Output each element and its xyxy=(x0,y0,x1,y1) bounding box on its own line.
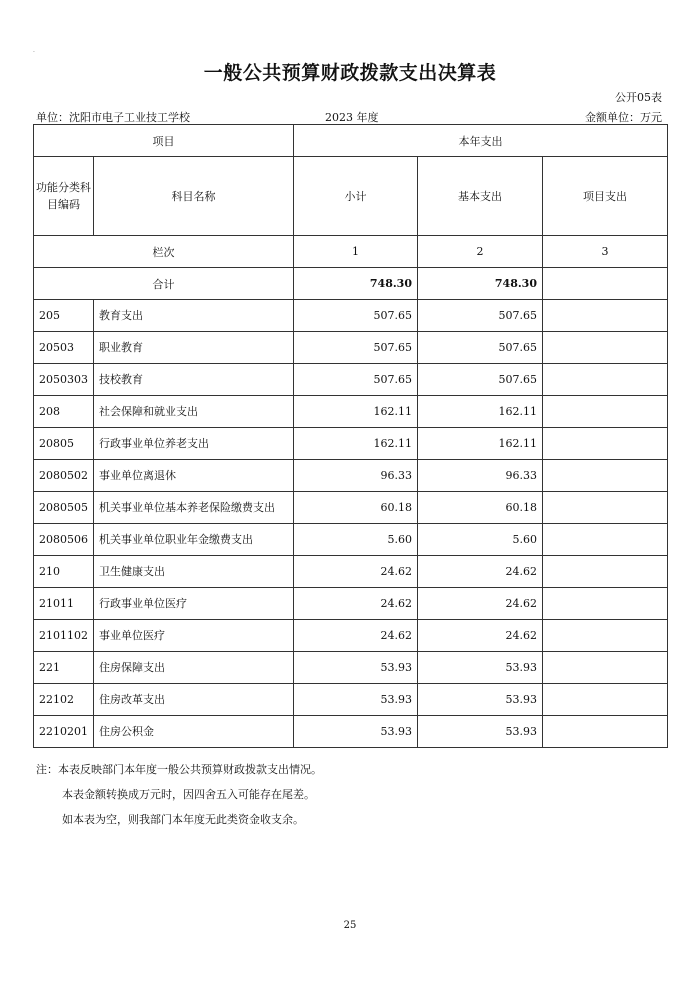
column-number-row xyxy=(34,236,668,268)
row-subtotal: 53.93 xyxy=(294,684,418,716)
row-subject-name: 职业教育 xyxy=(94,332,294,364)
row-basic: 24.62 xyxy=(418,620,543,652)
row-code: 205 xyxy=(34,300,94,332)
row-subject-name: 社会保障和就业支出 xyxy=(94,396,294,428)
row-project xyxy=(543,620,668,652)
table-row xyxy=(34,492,668,524)
row-subtotal: 5.60 xyxy=(294,524,418,556)
column-label: 栏次 xyxy=(34,236,294,268)
footnotes xyxy=(36,757,322,832)
row-basic: 24.62 xyxy=(418,556,543,588)
row-subject-name: 事业单位医疗 xyxy=(94,620,294,652)
footnote-3: 如本表为空，则我部门本年度无此类资金收支余。 xyxy=(62,813,304,826)
row-project xyxy=(543,492,668,524)
row-basic: 53.93 xyxy=(418,716,543,748)
row-code: 2080506 xyxy=(34,524,94,556)
row-subject-name: 事业单位离退休 xyxy=(94,460,294,492)
header-item: 项目 xyxy=(34,125,294,157)
row-basic: 162.11 xyxy=(418,428,543,460)
row-code: 21011 xyxy=(34,588,94,620)
header-row-2 xyxy=(34,157,668,236)
footnote-2: 本表金额转换成万元时，因四舍五入可能存在尾差。 xyxy=(62,788,315,801)
row-code: 2080505 xyxy=(34,492,94,524)
year-label: 2023 年度 xyxy=(325,111,379,124)
row-project xyxy=(543,588,668,620)
page-number: 25 xyxy=(343,920,357,931)
row-project xyxy=(543,332,668,364)
column-number-2: 2 xyxy=(418,236,543,268)
row-project xyxy=(543,428,668,460)
total-basic: 748.30 xyxy=(418,268,543,300)
row-code: 2080502 xyxy=(34,460,94,492)
row-code: 22102 xyxy=(34,684,94,716)
table-row xyxy=(34,332,668,364)
table-row xyxy=(34,652,668,684)
row-project xyxy=(543,684,668,716)
total-subtotal: 748.30 xyxy=(294,268,418,300)
table-row xyxy=(34,300,668,332)
row-subject-name: 教育支出 xyxy=(94,300,294,332)
row-project xyxy=(543,396,668,428)
row-basic: 507.65 xyxy=(418,332,543,364)
table-row xyxy=(34,684,668,716)
table-row xyxy=(34,364,668,396)
row-subject-name: 机关事业单位基本养老保险缴费支出 xyxy=(94,492,294,524)
row-code: 20503 xyxy=(34,332,94,364)
row-project xyxy=(543,460,668,492)
row-basic: 507.65 xyxy=(418,364,543,396)
row-subject-name: 住房公积金 xyxy=(94,716,294,748)
scan-dot: . xyxy=(33,47,35,54)
row-basic: 24.62 xyxy=(418,588,543,620)
row-subtotal: 507.65 xyxy=(294,364,418,396)
row-subtotal: 507.65 xyxy=(294,332,418,364)
row-subtotal: 60.18 xyxy=(294,492,418,524)
row-subtotal: 507.65 xyxy=(294,300,418,332)
table-row xyxy=(34,620,668,652)
row-subject-name: 行政事业单位养老支出 xyxy=(94,428,294,460)
row-subtotal: 24.62 xyxy=(294,556,418,588)
table-row xyxy=(34,716,668,748)
header-basic: 基本支出 xyxy=(418,157,543,236)
page-title: 一般公共预算财政拨款支出决算表 xyxy=(203,62,497,84)
total-label: 合计 xyxy=(34,268,294,300)
row-subject-name: 行政事业单位医疗 xyxy=(94,588,294,620)
row-subtotal: 96.33 xyxy=(294,460,418,492)
table-code: 公开05表 xyxy=(615,91,662,104)
row-project xyxy=(543,524,668,556)
row-basic: 96.33 xyxy=(418,460,543,492)
total-row xyxy=(34,268,668,300)
row-basic: 53.93 xyxy=(418,652,543,684)
row-basic: 507.65 xyxy=(418,300,543,332)
table-row xyxy=(34,428,668,460)
footnote-1: 注：本表反映部门本年度一般公共预算财政拨款支出情况。 xyxy=(36,763,322,776)
header-subject-name: 科目名称 xyxy=(94,157,294,236)
total-project xyxy=(543,268,668,300)
row-code: 208 xyxy=(34,396,94,428)
header-current-year: 本年支出 xyxy=(294,125,668,157)
row-subtotal: 162.11 xyxy=(294,396,418,428)
column-number-1: 1 xyxy=(294,236,418,268)
row-project xyxy=(543,716,668,748)
header-project: 项目支出 xyxy=(543,157,668,236)
amount-unit-label: 金额单位：万元 xyxy=(585,111,662,124)
row-project xyxy=(543,364,668,396)
row-subject-name: 机关事业单位职业年金缴费支出 xyxy=(94,524,294,556)
row-subtotal: 162.11 xyxy=(294,428,418,460)
row-code: 210 xyxy=(34,556,94,588)
row-subtotal: 53.93 xyxy=(294,652,418,684)
row-subject-name: 住房改革支出 xyxy=(94,684,294,716)
header-row-1 xyxy=(34,125,668,157)
row-subtotal: 24.62 xyxy=(294,588,418,620)
table-row xyxy=(34,556,668,588)
row-code: 2101102 xyxy=(34,620,94,652)
row-subject-name: 卫生健康支出 xyxy=(94,556,294,588)
row-project xyxy=(543,652,668,684)
header-func-code: 功能分类科目编码 xyxy=(34,157,94,236)
table-row xyxy=(34,460,668,492)
row-code: 20805 xyxy=(34,428,94,460)
column-number-3: 3 xyxy=(543,236,668,268)
row-code: 2050303 xyxy=(34,364,94,396)
row-basic: 60.18 xyxy=(418,492,543,524)
unit-label: 单位：沈阳市电子工业技工学校 xyxy=(36,111,190,124)
table-row xyxy=(34,396,668,428)
row-basic: 5.60 xyxy=(418,524,543,556)
row-basic: 53.93 xyxy=(418,684,543,716)
row-project xyxy=(543,556,668,588)
row-basic: 162.11 xyxy=(418,396,543,428)
row-project xyxy=(543,300,668,332)
header-subtotal: 小计 xyxy=(294,157,418,236)
row-subtotal: 24.62 xyxy=(294,620,418,652)
row-code: 2210201 xyxy=(34,716,94,748)
row-subject-name: 住房保障支出 xyxy=(94,652,294,684)
row-code: 221 xyxy=(34,652,94,684)
table-row xyxy=(34,588,668,620)
expenditure-table xyxy=(33,124,668,748)
row-subtotal: 53.93 xyxy=(294,716,418,748)
table-row xyxy=(34,524,668,556)
row-subject-name: 技校教育 xyxy=(94,364,294,396)
